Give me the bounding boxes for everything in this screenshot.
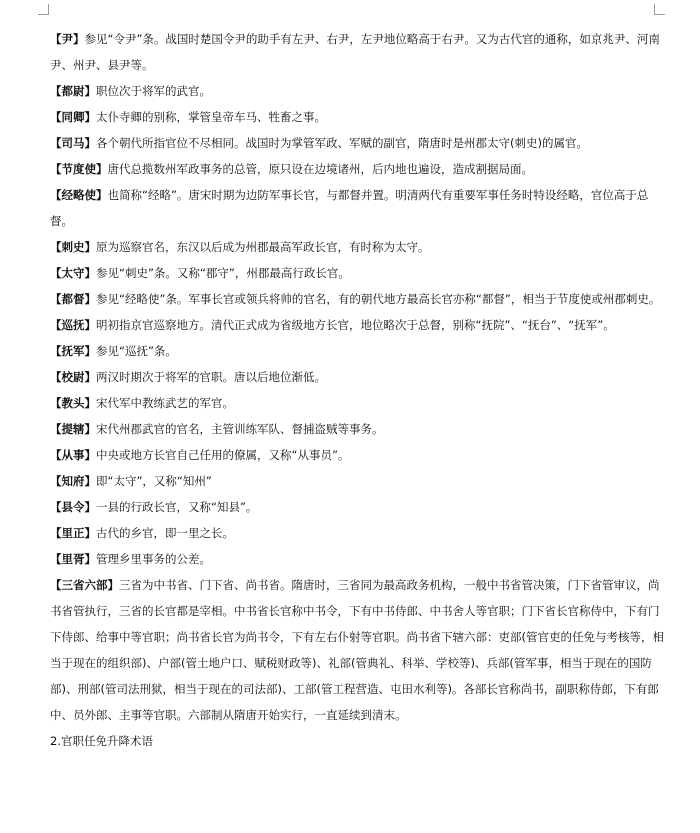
entry-term: 【 太守 】 [50, 266, 96, 280]
entry-xiaowei [50, 364, 670, 390]
entry-fujun [50, 338, 670, 364]
entry-jinglueshi [50, 182, 670, 234]
entry-text: 原为巡察官名，东汉以后成为州郡最高军政长官，有时称为太守。 [96, 240, 430, 254]
entry-text: 参见“巡抚”条。 [96, 344, 177, 358]
entry-term: 【 尹 】 [50, 32, 85, 46]
entry-congshi [50, 442, 670, 468]
entry-text: 三省为中书省、门下省、尚书省。隋唐时，三省同为最高政务机构，一般中书省管决策，门下省管审议，尚书省管执行，三省的长官都是宰相。中书省长官称中书令，下有中书侍郎、中书舍人等官职；门下省长官称侍中，下有门下侍郎、给事中等官职；尚书省长官为尚书令，下有左右仆射等官职。尚书省下辖六部：吏部(管官吏的任免与考核等，相当于现在的组织部)、户部(管土地户口、赋税财政等)、礼部(管典礼、科举、学校等)、兵部(管军事，相当于现在的国防部)、刑部(管司法刑狱，相当于现在的司法部)、工部(管工程营造、屯田水利等)。各部长官称尚书，副职称侍郎，下有郎中、员外郎、主事等官职。六部制从隋唐开始实行，一直延续到清末。 [50, 578, 664, 722]
entry-cishi [50, 234, 670, 260]
entry-term: 【 教头 】 [50, 396, 96, 410]
entry-term: 【 校尉 】 [50, 370, 96, 384]
section-heading: 2.官职任免升降术语 [50, 734, 153, 748]
entry-zhifu [50, 468, 670, 494]
entry-jiedushi [50, 156, 670, 182]
entry-term: 【 提辖 】 [50, 422, 96, 436]
entry-lizheng [50, 520, 670, 546]
entry-text: 参见“经略使”条。军事长官或领兵将帅的官名，有的朝代地方最高长官亦称“都督”，相当于节度使或州郡刺史。 [96, 292, 661, 306]
entry-term: 【 巡抚 】 [50, 318, 96, 332]
entry-text: 古代的乡官，即一里之长。 [96, 526, 234, 540]
entry-text: 参见“刺史”条。又称“郡守”，州郡最高行政长官。 [96, 266, 350, 280]
entry-term: 【 抚军 】 [50, 344, 96, 358]
entry-term: 【 三省六部 】 [50, 578, 119, 592]
entry-text: 太仆寺卿的别称，掌管皇帝车马、牲畜之事。 [96, 110, 326, 124]
entry-term: 【 司马 】 [50, 136, 96, 150]
entry-term: 【 同卿 】 [50, 110, 96, 124]
entry-yin [50, 26, 670, 78]
entry-term: 【 经略使 】 [50, 188, 108, 202]
entry-term: 【 里正 】 [50, 526, 96, 540]
entry-text: 即“太守”，又称“知州” [96, 474, 212, 488]
entry-term: 【 里胥 】 [50, 552, 96, 566]
entry-text: 中央或地方长官自己任用的僚属，又称“从事员”。 [96, 448, 350, 462]
entry-text: 宋代州郡武官的官名，主管训练军队、督捕盗贼等事务。 [96, 422, 384, 436]
page-corner-mark-right [654, 4, 665, 15]
entry-text: 宋代军中教练武艺的军官。 [96, 396, 234, 410]
entry-dudu [50, 286, 670, 312]
entry-text: 管理乡里事务的公差。 [96, 552, 211, 566]
entry-text: 职位次于将军的武官。 [96, 84, 211, 98]
entry-jiaotou [50, 390, 670, 416]
entry-term: 【 从事 】 [50, 448, 96, 462]
entry-text: 唐代总揽数州军政事务的总管，原只设在边境诸州，后内地也遍设，造成割据局面。 [107, 162, 533, 176]
entry-term: 【 都督 】 [50, 292, 96, 306]
entry-tongqing [50, 104, 670, 130]
entry-term: 【 节度使 】 [50, 162, 108, 176]
entry-xianling [50, 494, 670, 520]
document-body [50, 26, 670, 754]
entry-term: 【 知府 】 [50, 474, 96, 488]
entry-text: 各个朝代所指官位不尽相同。战国时为掌管军政、军赋的副官，隋唐时是州郡太守(刺史)的属官。 [96, 136, 588, 150]
entry-sansheng-liubu [50, 572, 670, 728]
entry-text: 明初指京官巡察地方。清代正式成为省级地方长官，地位略次于总督，别称“抚院”、“抚台”、“抚军”。 [96, 318, 615, 332]
page-corner-mark-left [38, 4, 49, 15]
entry-term: 【 都尉 】 [50, 84, 96, 98]
entry-term: 【 刺史 】 [50, 240, 96, 254]
entry-lixu [50, 546, 670, 572]
entry-taishou [50, 260, 670, 286]
entry-term: 【 县令 】 [50, 500, 96, 514]
entry-tixia [50, 416, 670, 442]
entry-text: 参见“令尹”条。战国时楚国令尹的助手有左尹、右尹，左尹地位略高于右尹。又为古代官的通称，如京兆尹、河南尹、州尹、县尹等。 [50, 32, 660, 72]
entry-text: 也简称“经略”。唐宋时期为边防军事长官，与都督并置。明清两代有重要军事任务时特设经略，官位高于总督。 [50, 188, 649, 228]
entry-sima [50, 130, 670, 156]
entry-xunfu [50, 312, 670, 338]
entry-text: 一县的行政长官，又称“知县”。 [96, 500, 258, 514]
entry-duwei [50, 78, 670, 104]
entry-text: 两汉时期次于将军的官职。唐以后地位渐低。 [96, 370, 326, 384]
